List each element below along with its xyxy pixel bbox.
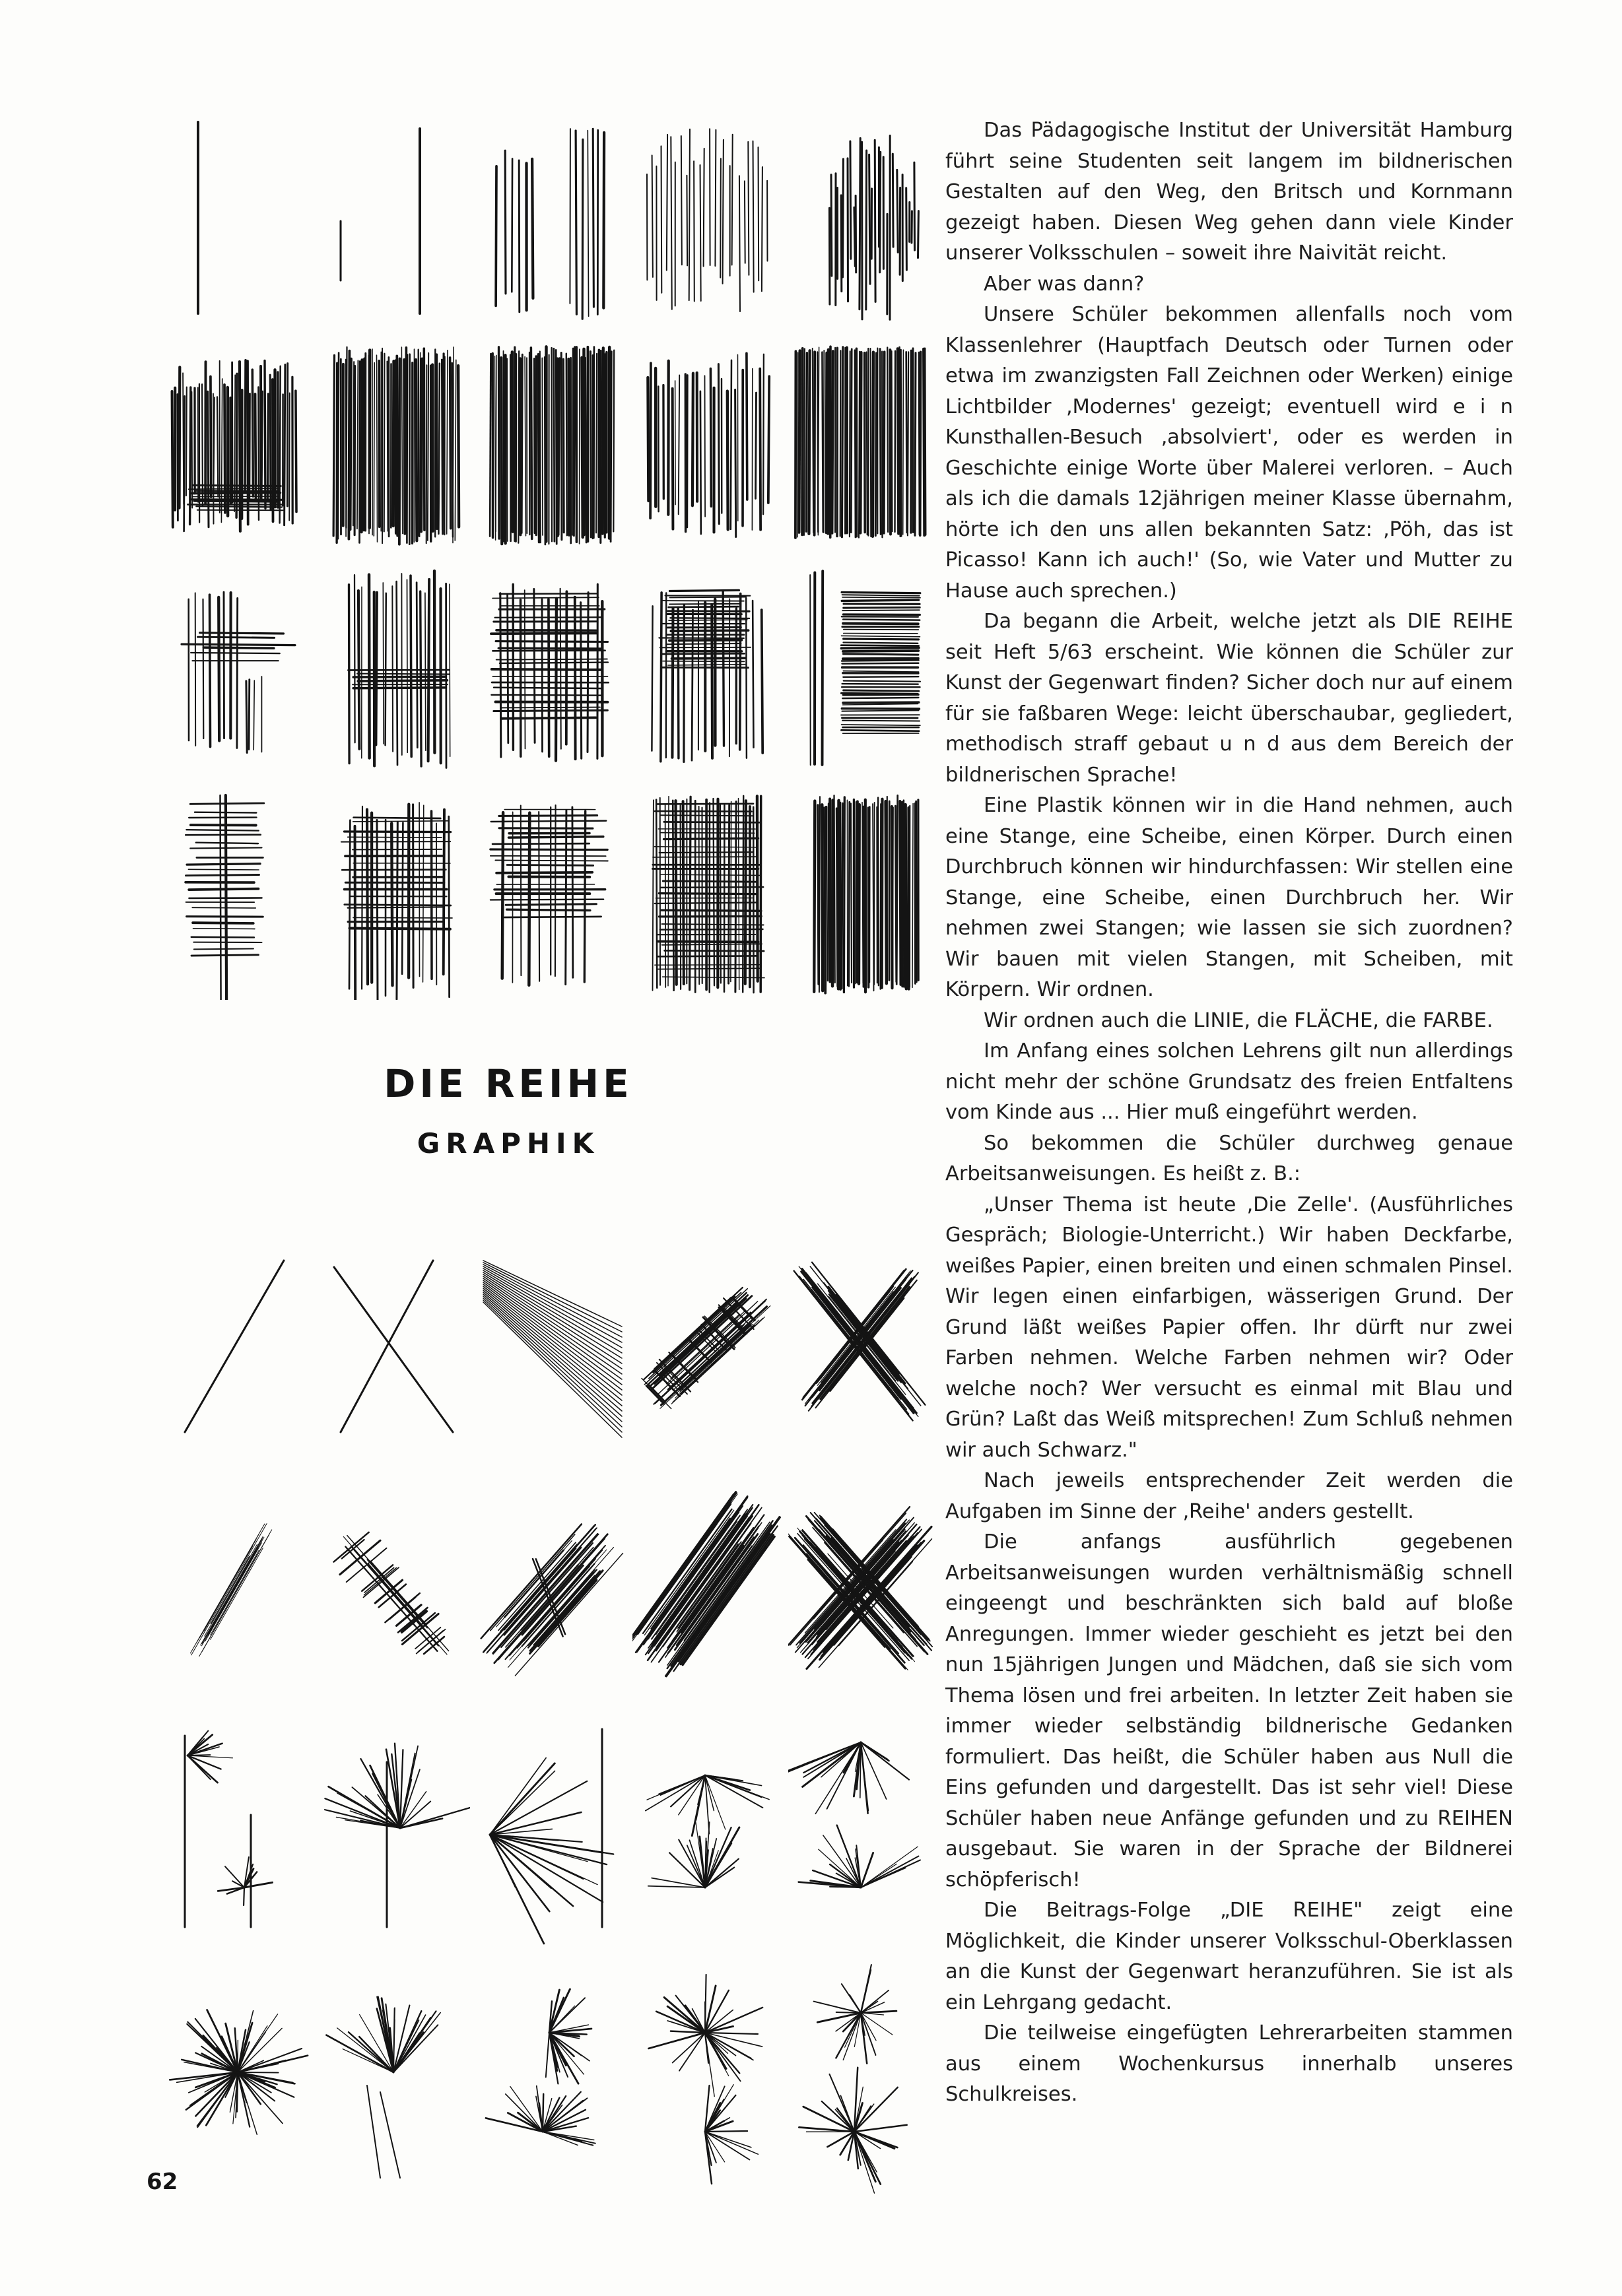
diagonal-line-study-0-3 (632, 1228, 782, 1465)
article-paragraph: Eine Plastik können wir in die Hand nehmen, auch eine Stange, eine Scheibe, einen Körper. Durch einen Durchbruch können wir hindurchfassen: Wir stellen eine Stange, eine Scheibe, einen Durchbruch her. Wir nehmen zwei Stangen; wie lassen sie sich zuordnen? Wir bauen mit vielen Stangen, mit Scheiben, mit Körpern. Wir ordnen. (945, 794, 1513, 1001)
article-paragraph: Aber was dann? (984, 272, 1145, 296)
article-paragraph: Das Pädagogische Institut der Universität Hamburg führt seine Studenten seit langem im bildnerischen Gestalten auf den Weg, den Britsch und Kornmann gezeigt haben. Diesen Weg gehen dann viele Kinder unserer Volksschulen – soweit ihre Naivität reicht. (945, 119, 1513, 265)
diagonal-line-study-1-3 (632, 1472, 782, 1709)
diagonal-line-study-0-4 (788, 1228, 937, 1465)
vertical-line-study-2-2 (477, 564, 626, 775)
vertical-line-study-0-4 (788, 115, 937, 327)
vertical-line-study-0-0 (165, 115, 314, 327)
article-text (945, 115, 1513, 2111)
vertical-line-study-3-2 (477, 789, 626, 1000)
article-paragraph: So bekommen die Schüler durchweg genaue Arbeitsanweisungen. Es heißt z. B.: (945, 1131, 1513, 1185)
diagonal-line-study-3-0 (165, 1960, 314, 2198)
vertical-line-study-2-0 (165, 564, 314, 775)
diagonal-line-study-3-2 (477, 1960, 626, 2198)
line-study-grid-vertical (165, 115, 944, 1030)
diagonal-line-study-1-2 (477, 1472, 626, 1709)
diagonal-line-study-1-0 (165, 1472, 314, 1709)
article-paragraph: Die anfangs ausführlich gegebenen Arbeitsanweisungen wurden verhältnismäßig schnell eingeengt und beschränkten sich bald auf bloße Anregungen. Immer wieder geschieht es jetzt bei den nun 15jährigen Jungen und Mädchen, daß sie sich vom Thema lösen und frei arbeiten. In letzter Zeit haben sie immer wieder selbständig bildnerische Gedanken formuliert. Das heißt, die Schüler haben aus Null die Eins gefunden und dargestellt. Das ist sehr viel! Diese Schüler haben neue Anfänge gefunden und zu REIHEN ausgebaut. Sie waren in der Sprache der Bildnerei schöpferisch! (945, 1530, 1513, 1891)
vertical-line-study-0-2 (477, 115, 626, 327)
article-paragraph: Die teilweise eingefügten Lehrerarbeiten stammen aus einem Wochenkursus innerhalb unseres Schulkreises. (945, 2021, 1513, 2106)
article-paragraph: Wir ordnen auch die LINIE, die FLÄCHE, die FARBE. (984, 1008, 1493, 1032)
article-paragraph: „Unser Thema ist heute ‚Die Zelle'. (Ausführliches Gespräch; Biologie-Unterricht.) Wir haben Deckfarbe, weißes Papier, einen breiten und einen schmalen Pinsel. Wir legen einen einfarbigen, wässerigen Grund. Der Grund läßt weißes Papier offen. Ihr dürft nur zwei Farben nehmen. Welche Farben nehmen wir? Oder welche noch? Wer versucht es einmal mit Blau und Grün? Laßt das Weiß mitsprechen! Zum Schluß nehmen wir auch Schwarz." (945, 1193, 1513, 1462)
subtitle-graphik: GRAPHIK (417, 1127, 600, 1160)
diagonal-line-study-2-4 (788, 1716, 937, 1953)
diagonal-line-study-2-0 (165, 1716, 314, 1953)
vertical-line-study-0-1 (321, 115, 470, 327)
diagonal-line-study-0-0 (165, 1228, 314, 1465)
article-paragraph: Da begann die Arbeit, welche jetzt als DIE REIHE seit Heft 5/63 erscheint. Wie können die Schüler zur Kunst der Gegenwart finden? Sicher doch nur auf einem für sie faßbaren Wege: leicht überschaubar, gegliedert, methodisch straff gebaut u n d aus dem Bereich der bildnerischen Sprache! (945, 610, 1513, 787)
diagonal-line-study-3-4 (788, 1960, 937, 2198)
diagonal-line-study-2-1 (321, 1716, 470, 1953)
vertical-line-study-3-4 (788, 789, 937, 1000)
article-paragraph: Die Beitrags-Folge „DIE REIHE" zeigt eine Möglichkeit, die Kinder unserer Volksschul-Oberklassen an die Kunst der Gegenwart heranzuführen. Sie ist als ein Lehrgang gedacht. (945, 1899, 1513, 2014)
article-paragraph: Unsere Schüler bekommen allenfalls noch vom Klassenlehrer (Hauptfach Deutsch oder Turnen oder etwa im zwanzigsten Fall Zeichnen oder Werken) einige Lichtbilder ‚Modernes' gezeigt; eventuell wird e i n Kunsthallen-Besuch ‚absolviert', oder es werden in Geschichte einige Worte über Malerei verloren. – Auch als ich die damals 12jährigen meiner Klasse übernahm, hörte ich den uns allen bekannten Satz: ‚Pöh, das ist Picasso! Kann ich auch!' (So, wie Vater und Mutter zu Hause auch sprechen.) (945, 303, 1513, 603)
vertical-line-study-1-3 (632, 340, 782, 551)
diagonal-line-study-2-2 (477, 1716, 626, 1953)
diagonal-line-study-0-2 (477, 1228, 626, 1465)
vertical-line-study-1-2 (477, 340, 626, 551)
diagonal-line-study-3-1 (321, 1960, 470, 2198)
vertical-line-study-1-4 (788, 340, 937, 551)
vertical-line-study-0-3 (632, 115, 782, 327)
line-study-grid-diagonal (165, 1228, 944, 2201)
diagonal-line-study-3-3 (632, 1960, 782, 2198)
vertical-line-study-2-1 (321, 564, 470, 775)
vertical-line-study-2-3 (632, 564, 782, 775)
vertical-line-study-2-4 (788, 564, 937, 775)
diagonal-line-study-1-1 (321, 1472, 470, 1709)
article-paragraph: Im Anfang eines solchen Lehrens gilt nun allerdings nicht mehr der schöne Grundsatz des freien Entfaltens vom Kinde aus ... Hier muß eingeführt werden. (945, 1039, 1513, 1124)
diagonal-line-study-0-1 (321, 1228, 470, 1465)
title-die-reihe: DIE REIHE (384, 1061, 633, 1106)
article-paragraph: Nach jeweils entsprechender Zeit werden die Aufgaben im Sinne der ‚Reihe' anders gestellt. (945, 1469, 1513, 1523)
page-number: 62 (147, 2169, 178, 2195)
diagonal-line-study-2-3 (632, 1716, 782, 1953)
vertical-line-study-1-1 (321, 340, 470, 551)
vertical-line-study-3-1 (321, 789, 470, 1000)
vertical-line-study-3-3 (632, 789, 782, 1000)
vertical-line-study-1-0 (165, 340, 314, 551)
vertical-line-study-3-0 (165, 789, 314, 1000)
diagonal-line-study-1-4 (788, 1472, 937, 1709)
